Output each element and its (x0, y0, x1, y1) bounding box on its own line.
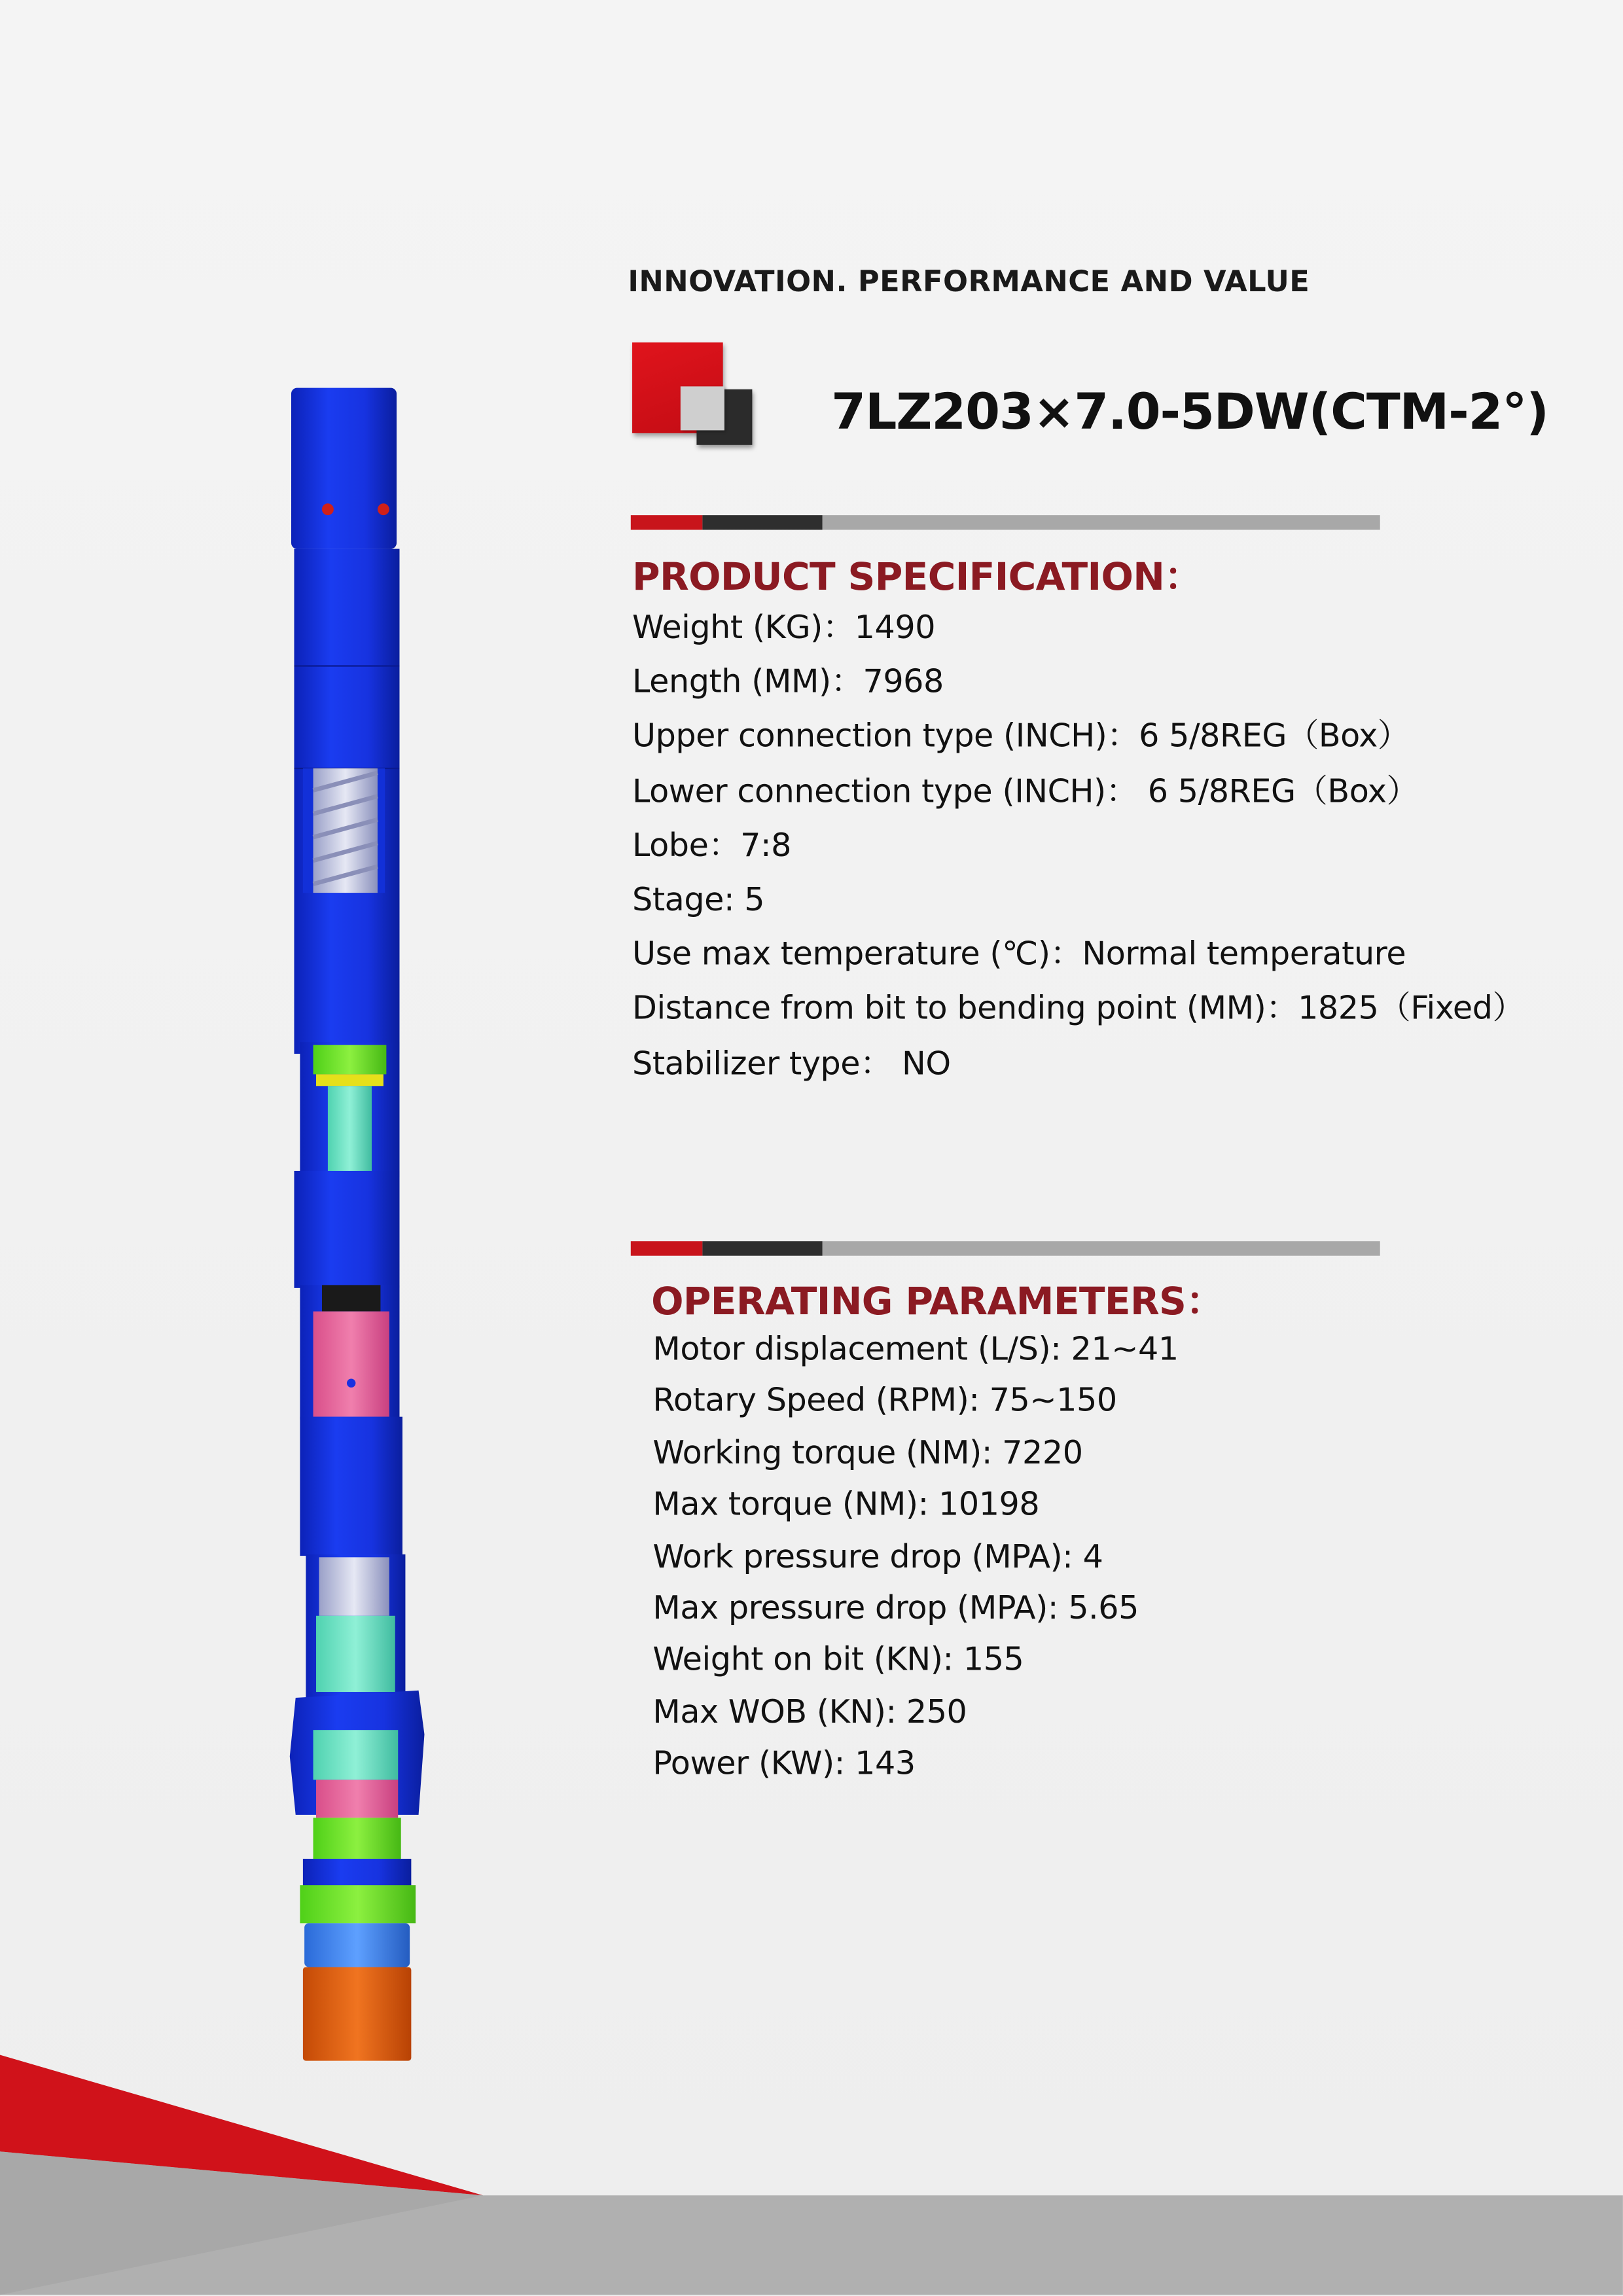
tagline: INNOVATION. PERFORMANCE AND VALUE (628, 263, 1310, 299)
footer-decoration (0, 2020, 1623, 2295)
spec-weight: Weight (KG)：1490 (632, 610, 936, 647)
param-working-torque: Working torque (NM): 7220 (652, 1435, 1083, 1473)
param-rotary-speed: Rotary Speed (RPM): 75~150 (652, 1384, 1117, 1420)
param-power: Power (KW): 143 (652, 1746, 916, 1783)
spec-bend-distance: Distance from bit to bending point (MM)：1825（Fixed） (632, 991, 1525, 1028)
spec-upper-connection: Upper connection type (INCH)：6 5/8REG（Box） (632, 719, 1410, 756)
operating-parameters-title: OPERATING PARAMETERS： (651, 1280, 1224, 1325)
downhole-motor-illustration (278, 380, 439, 2064)
section-divider-top (631, 515, 1380, 529)
param-weight-on-bit: Weight on bit (KN): 155 (652, 1642, 1024, 1679)
model-title: 7LZ203×7.0-5DW(CTM-2°) (831, 383, 1548, 442)
param-work-pressure-drop: Work pressure drop (MPA): 4 (652, 1539, 1103, 1576)
section-divider-bottom (631, 1241, 1380, 1255)
param-motor-displacement: Motor displacement (L/S): 21~41 (652, 1331, 1179, 1369)
spec-lower-connection: Lower connection type (INCH)： 6 5/8REG（Box） (632, 773, 1419, 810)
spec-stage: Stage: 5 (632, 882, 765, 920)
param-max-torque: Max torque (NM): 10198 (652, 1487, 1040, 1524)
product-specification-list (632, 601, 1524, 1091)
product-specification-title: PRODUCT SPECIFICATION： (632, 556, 1202, 600)
param-max-pressure-drop: Max pressure drop (MPA): 5.65 (652, 1590, 1139, 1628)
param-max-wob: Max WOB (KN): 250 (652, 1694, 967, 1731)
spec-max-temperature: Use max temperature (℃)：Normal temperature (632, 937, 1406, 974)
brand-logo (632, 342, 755, 450)
spec-stabilizer: Stabilizer type： NO (632, 1045, 951, 1083)
spec-lobe: Lobe：7:8 (632, 828, 791, 865)
operating-parameters-list (652, 1325, 1178, 1791)
spec-length: Length (MM)：7968 (632, 664, 944, 702)
